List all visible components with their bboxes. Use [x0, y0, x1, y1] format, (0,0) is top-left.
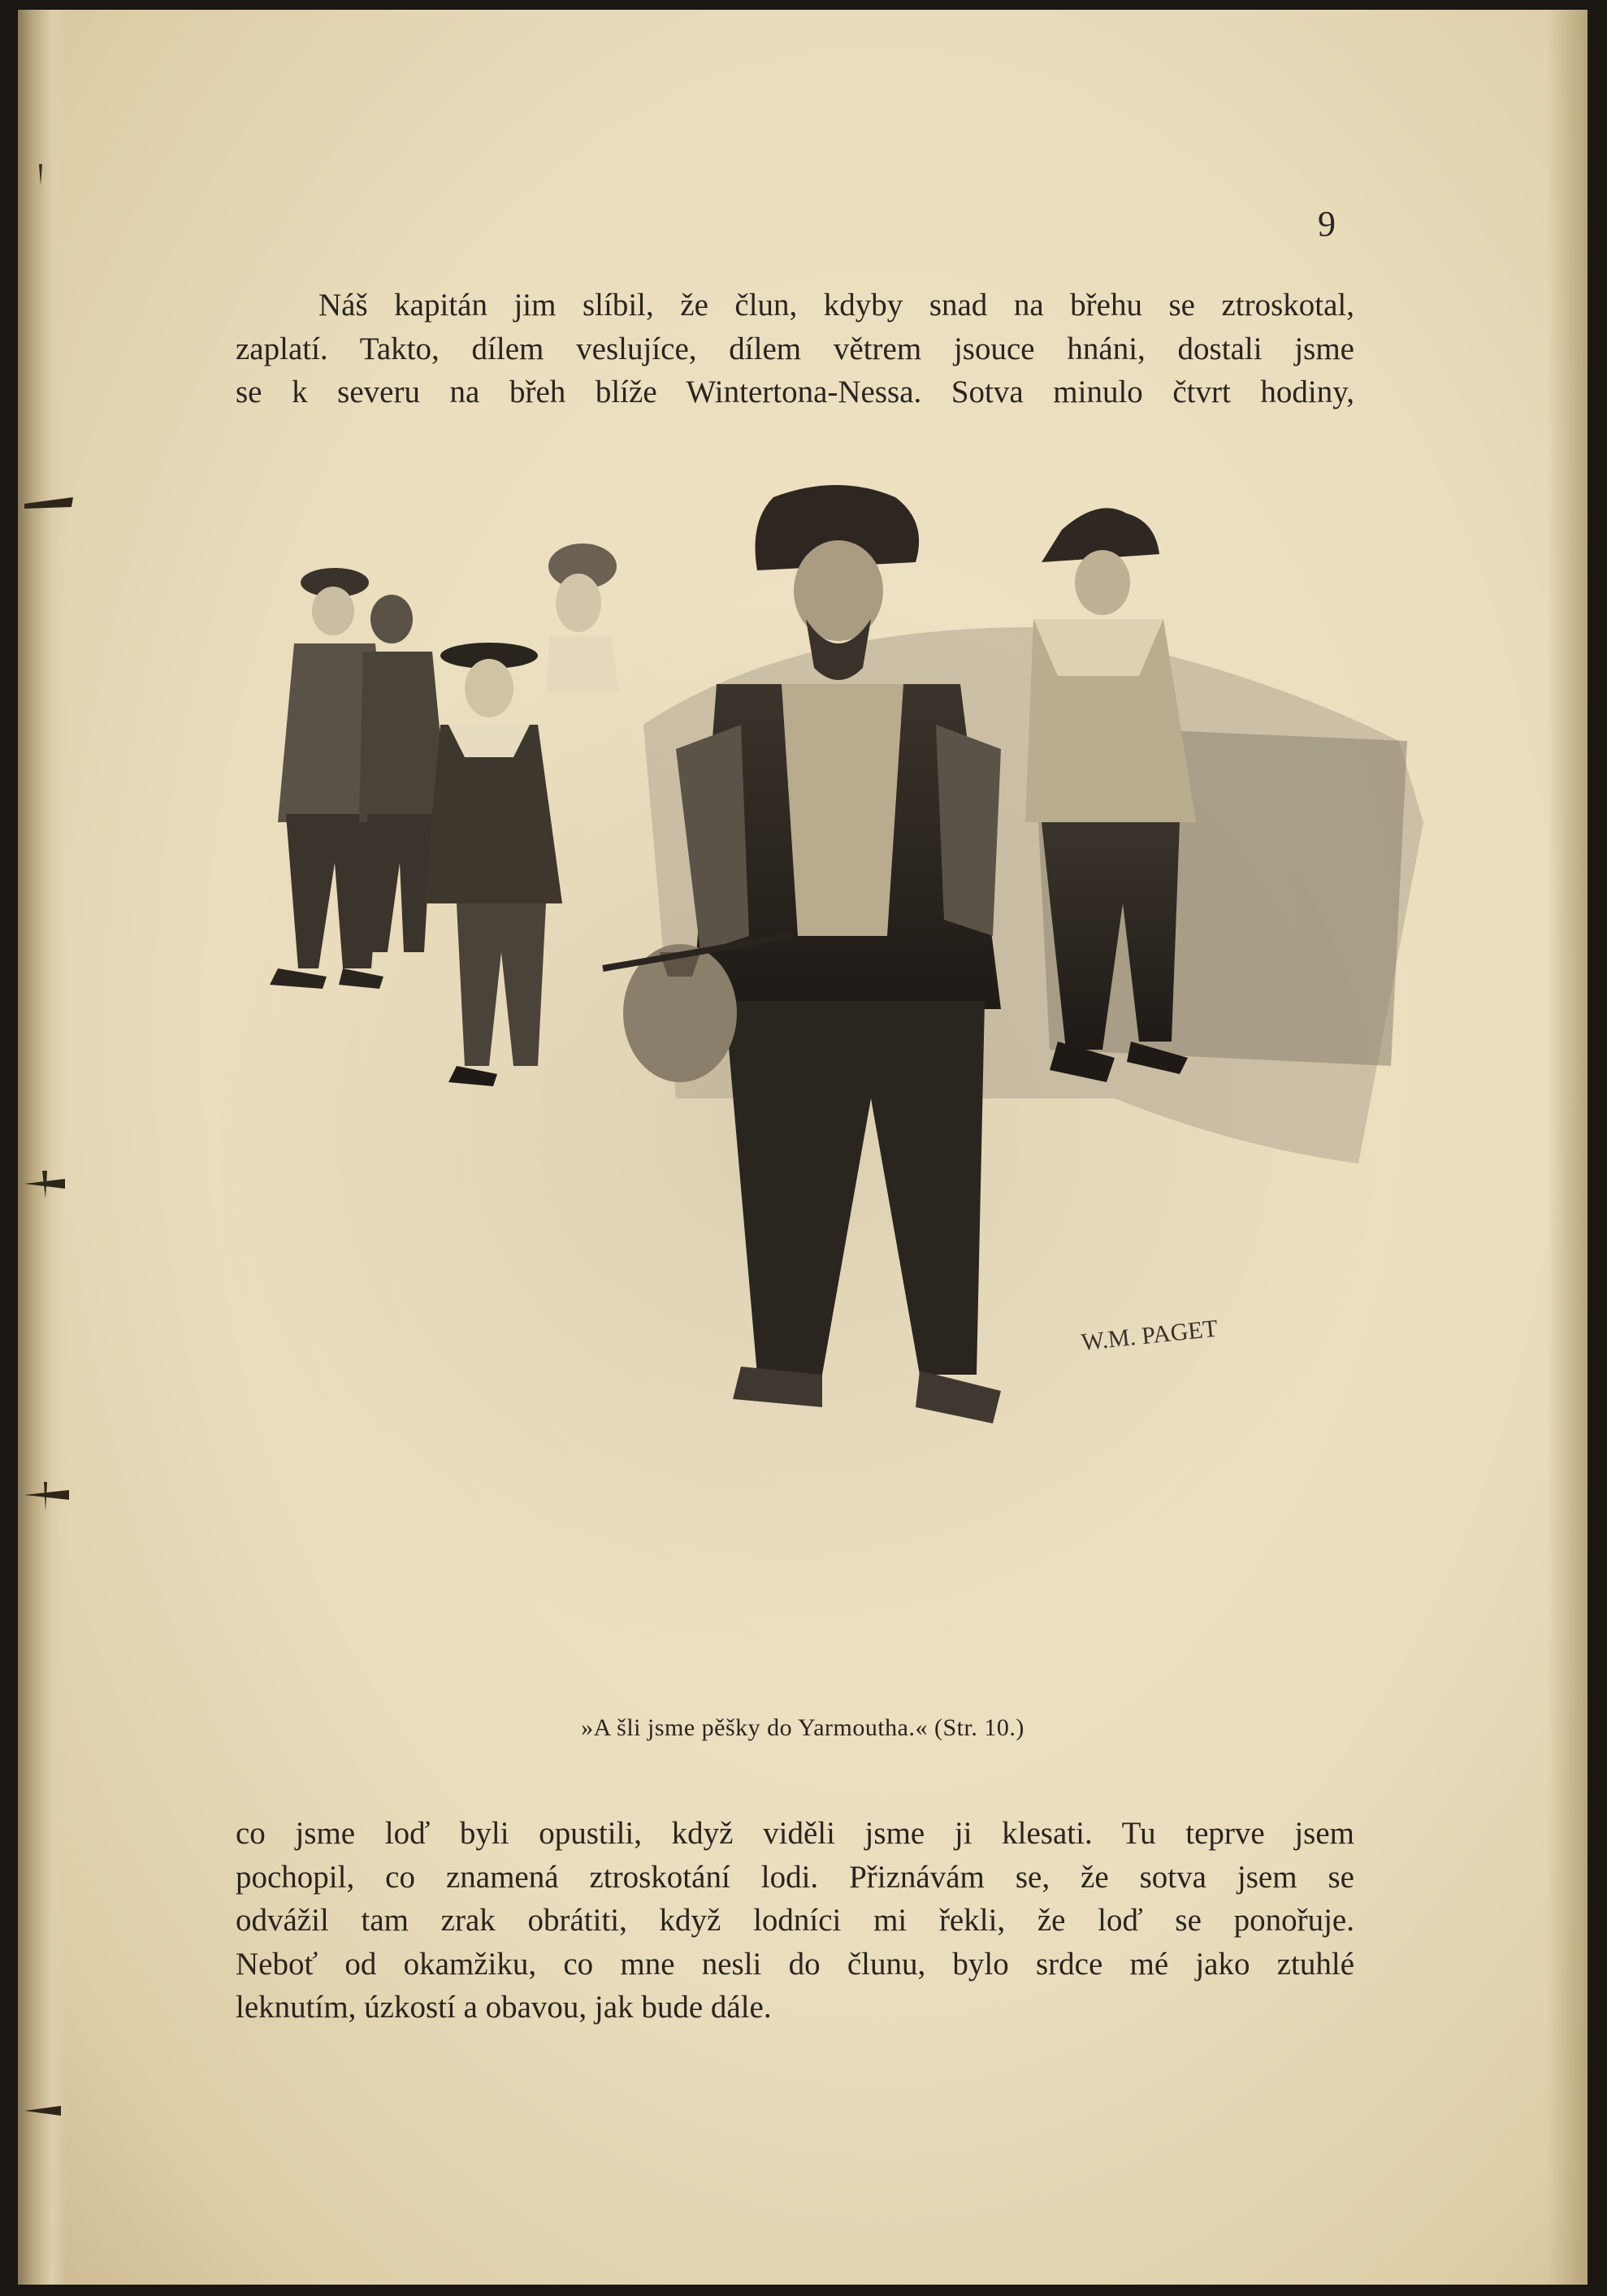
text-line: se k severu na břeh blíže Wintertona-Nessa. Sotva minulo čtvrt hodiny, — [236, 375, 1354, 409]
engraving-illustration — [221, 481, 1440, 1700]
bottom-paragraph — [236, 1812, 1354, 2030]
illustration-caption: »A šli jsme pěšky do Yarmoutha.« (Str. 10.) — [581, 1714, 1024, 1741]
text-line: odvážil tam zrak obrátiti, když lodníci mi řekli, že loď se ponořuje. — [236, 1903, 1354, 1938]
spine-ornament — [24, 1480, 57, 1488]
figure-youth-background — [546, 544, 619, 692]
spine-ornament — [24, 2098, 57, 2106]
text-line: Neboť od okamžiku, co mne nesli do člunu, bylo srdce mé jako ztuhlé — [236, 1946, 1354, 1982]
text-line: leknutím, úzkostí a obavou, jak bude dále. — [236, 1990, 772, 2025]
book-spine — [18, 10, 67, 2285]
text-line: co jsme loď byli opustili, když viděli jsme ji klesati. Tu teprve jsem — [236, 1816, 1354, 1851]
spine-ornament — [24, 162, 57, 171]
page-edge — [1547, 10, 1588, 2285]
text-line: pochopil, co znamená ztroskotání lodi. Přiznávám se, že sotva jsem se — [236, 1859, 1354, 1895]
top-paragraph — [236, 284, 1354, 414]
text-line: Náš kapitán jim slíbil, že člun, kdyby snad na břehu se ztroskotal, — [318, 288, 1354, 323]
svg-text:W.M. PAGET: W.M. PAGET — [1080, 1315, 1219, 1356]
spine-ornament — [24, 489, 57, 497]
page-number: 9 — [1318, 204, 1336, 244]
spine-ornament — [24, 1167, 57, 1176]
text-line: zaplatí. Takto, dílem veslujíce, dílem větrem jsouce hnáni, dostali jsme — [236, 331, 1354, 366]
book-page — [18, 10, 1588, 2285]
